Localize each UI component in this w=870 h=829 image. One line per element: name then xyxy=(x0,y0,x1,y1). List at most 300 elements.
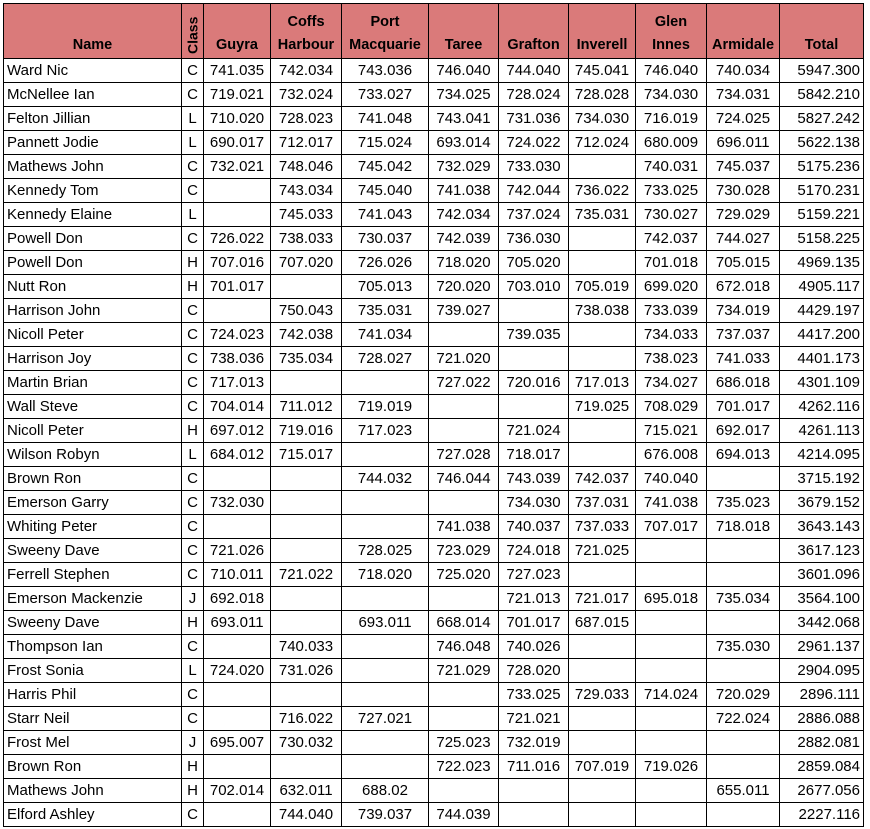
score-cell[interactable]: 705.013 xyxy=(342,275,429,299)
score-cell[interactable]: 705.015 xyxy=(707,251,780,275)
class-cell[interactable]: H xyxy=(182,755,204,779)
score-cell[interactable]: 693.011 xyxy=(204,611,271,635)
score-cell[interactable] xyxy=(499,395,569,419)
score-cell[interactable]: 730.028 xyxy=(707,179,780,203)
score-cell[interactable]: 702.014 xyxy=(204,779,271,803)
score-cell[interactable]: 680.009 xyxy=(636,131,707,155)
score-cell[interactable]: 745.042 xyxy=(342,155,429,179)
score-cell[interactable] xyxy=(271,755,342,779)
score-cell[interactable]: 741.034 xyxy=(342,323,429,347)
score-cell[interactable]: 743.039 xyxy=(499,467,569,491)
score-cell[interactable]: 719.016 xyxy=(271,419,342,443)
score-cell[interactable] xyxy=(204,299,271,323)
total-cell[interactable]: 4261.113 xyxy=(780,419,864,443)
column-header-name[interactable]: Name xyxy=(4,4,182,59)
score-cell[interactable]: 734.027 xyxy=(636,371,707,395)
score-cell[interactable] xyxy=(569,155,636,179)
score-cell[interactable] xyxy=(569,779,636,803)
score-cell[interactable]: 721.021 xyxy=(499,707,569,731)
name-cell[interactable]: Wall Steve xyxy=(4,395,182,419)
class-cell[interactable]: C xyxy=(182,563,204,587)
name-cell[interactable]: Martin Brian xyxy=(4,371,182,395)
score-cell[interactable] xyxy=(569,731,636,755)
score-cell[interactable]: 734.030 xyxy=(636,83,707,107)
score-cell[interactable]: 732.019 xyxy=(499,731,569,755)
score-cell[interactable]: 739.035 xyxy=(499,323,569,347)
score-cell[interactable]: 695.007 xyxy=(204,731,271,755)
score-cell[interactable]: 739.027 xyxy=(429,299,499,323)
score-cell[interactable]: 738.038 xyxy=(569,299,636,323)
name-cell[interactable]: Starr Neil xyxy=(4,707,182,731)
score-cell[interactable]: 727.022 xyxy=(429,371,499,395)
score-cell[interactable]: 715.024 xyxy=(342,131,429,155)
class-cell[interactable]: C xyxy=(182,59,204,83)
class-cell[interactable]: C xyxy=(182,227,204,251)
score-cell[interactable] xyxy=(636,803,707,827)
score-cell[interactable]: 719.026 xyxy=(636,755,707,779)
score-cell[interactable] xyxy=(636,707,707,731)
score-cell[interactable]: 707.016 xyxy=(204,251,271,275)
score-cell[interactable]: 740.031 xyxy=(636,155,707,179)
score-cell[interactable]: 727.021 xyxy=(342,707,429,731)
name-cell[interactable]: Whiting Peter xyxy=(4,515,182,539)
score-cell[interactable]: 718.018 xyxy=(707,515,780,539)
name-cell[interactable]: Powell Don xyxy=(4,251,182,275)
score-cell[interactable]: 742.039 xyxy=(429,227,499,251)
class-cell[interactable]: C xyxy=(182,323,204,347)
score-cell[interactable] xyxy=(569,323,636,347)
total-cell[interactable]: 3679.152 xyxy=(780,491,864,515)
score-cell[interactable] xyxy=(271,515,342,539)
class-cell[interactable]: H xyxy=(182,611,204,635)
score-cell[interactable]: 742.034 xyxy=(429,203,499,227)
class-cell[interactable]: C xyxy=(182,707,204,731)
score-cell[interactable]: 722.024 xyxy=(707,707,780,731)
name-cell[interactable]: Sweeny Dave xyxy=(4,539,182,563)
score-cell[interactable]: 672.018 xyxy=(707,275,780,299)
score-cell[interactable]: 714.024 xyxy=(636,683,707,707)
name-cell[interactable]: Ferrell Stephen xyxy=(4,563,182,587)
score-cell[interactable]: 735.031 xyxy=(342,299,429,323)
score-cell[interactable]: 701.017 xyxy=(707,395,780,419)
score-cell[interactable] xyxy=(636,635,707,659)
class-cell[interactable]: L xyxy=(182,203,204,227)
score-cell[interactable] xyxy=(429,323,499,347)
score-cell[interactable]: 704.014 xyxy=(204,395,271,419)
score-cell[interactable]: 734.030 xyxy=(569,107,636,131)
score-cell[interactable]: 720.029 xyxy=(707,683,780,707)
score-cell[interactable] xyxy=(707,803,780,827)
score-cell[interactable] xyxy=(342,491,429,515)
total-cell[interactable]: 4417.200 xyxy=(780,323,864,347)
score-cell[interactable] xyxy=(204,179,271,203)
name-cell[interactable]: Frost Mel xyxy=(4,731,182,755)
score-cell[interactable] xyxy=(204,683,271,707)
score-cell[interactable] xyxy=(342,515,429,539)
score-cell[interactable]: 716.019 xyxy=(636,107,707,131)
score-cell[interactable]: 744.040 xyxy=(271,803,342,827)
score-cell[interactable] xyxy=(707,563,780,587)
name-cell[interactable]: Nicoll Peter xyxy=(4,323,182,347)
total-cell[interactable]: 5827.242 xyxy=(780,107,864,131)
score-cell[interactable]: 741.038 xyxy=(429,515,499,539)
score-cell[interactable]: 719.025 xyxy=(569,395,636,419)
name-cell[interactable]: Kennedy Tom xyxy=(4,179,182,203)
score-cell[interactable]: 718.017 xyxy=(499,443,569,467)
score-cell[interactable]: 668.014 xyxy=(429,611,499,635)
score-cell[interactable]: 730.027 xyxy=(636,203,707,227)
total-cell[interactable]: 5159.221 xyxy=(780,203,864,227)
score-cell[interactable]: 717.013 xyxy=(204,371,271,395)
score-cell[interactable]: 735.030 xyxy=(707,635,780,659)
total-cell[interactable]: 2886.088 xyxy=(780,707,864,731)
score-cell[interactable] xyxy=(429,683,499,707)
score-cell[interactable]: 712.024 xyxy=(569,131,636,155)
score-cell[interactable]: 684.012 xyxy=(204,443,271,467)
name-cell[interactable]: Mathews John xyxy=(4,155,182,179)
score-cell[interactable] xyxy=(271,539,342,563)
score-cell[interactable]: 740.026 xyxy=(499,635,569,659)
score-cell[interactable]: 718.020 xyxy=(342,563,429,587)
total-cell[interactable]: 5622.138 xyxy=(780,131,864,155)
score-cell[interactable] xyxy=(707,539,780,563)
column-header-class[interactable] xyxy=(182,4,204,59)
class-cell[interactable]: L xyxy=(182,443,204,467)
score-cell[interactable] xyxy=(707,731,780,755)
class-cell[interactable]: L xyxy=(182,659,204,683)
name-cell[interactable]: Frost Sonia xyxy=(4,659,182,683)
score-cell[interactable]: 712.017 xyxy=(271,131,342,155)
score-cell[interactable] xyxy=(429,587,499,611)
score-cell[interactable]: 728.020 xyxy=(499,659,569,683)
column-header-venue[interactable] xyxy=(271,4,342,59)
name-cell[interactable]: McNellee Ian xyxy=(4,83,182,107)
score-cell[interactable] xyxy=(569,803,636,827)
score-cell[interactable]: 693.014 xyxy=(429,131,499,155)
score-cell[interactable]: 719.021 xyxy=(204,83,271,107)
score-cell[interactable]: 721.013 xyxy=(499,587,569,611)
score-cell[interactable]: 715.021 xyxy=(636,419,707,443)
score-cell[interactable] xyxy=(429,707,499,731)
total-cell[interactable]: 4969.135 xyxy=(780,251,864,275)
total-cell[interactable]: 3617.123 xyxy=(780,539,864,563)
score-cell[interactable] xyxy=(569,659,636,683)
score-cell[interactable]: 742.034 xyxy=(271,59,342,83)
score-cell[interactable]: 707.017 xyxy=(636,515,707,539)
class-cell[interactable]: H xyxy=(182,275,204,299)
score-cell[interactable]: 741.033 xyxy=(707,347,780,371)
score-cell[interactable]: 737.031 xyxy=(569,491,636,515)
name-cell[interactable]: Emerson Mackenzie xyxy=(4,587,182,611)
score-cell[interactable]: 745.037 xyxy=(707,155,780,179)
score-cell[interactable] xyxy=(342,659,429,683)
score-cell[interactable]: 742.038 xyxy=(271,323,342,347)
score-cell[interactable]: 744.039 xyxy=(429,803,499,827)
score-cell[interactable] xyxy=(342,587,429,611)
name-cell[interactable]: Felton Jillian xyxy=(4,107,182,131)
score-cell[interactable] xyxy=(707,467,780,491)
total-cell[interactable]: 4301.109 xyxy=(780,371,864,395)
score-cell[interactable]: 728.027 xyxy=(342,347,429,371)
score-cell[interactable]: 728.023 xyxy=(271,107,342,131)
score-cell[interactable] xyxy=(569,635,636,659)
score-cell[interactable]: 721.017 xyxy=(569,587,636,611)
score-cell[interactable]: 717.013 xyxy=(569,371,636,395)
score-cell[interactable]: 745.033 xyxy=(271,203,342,227)
column-header-venue[interactable] xyxy=(342,4,429,59)
score-cell[interactable]: 716.022 xyxy=(271,707,342,731)
score-cell[interactable]: 732.029 xyxy=(429,155,499,179)
score-cell[interactable]: 745.041 xyxy=(569,59,636,83)
total-cell[interactable]: 5947.300 xyxy=(780,59,864,83)
name-cell[interactable]: Ward Nic xyxy=(4,59,182,83)
score-cell[interactable]: 733.027 xyxy=(342,83,429,107)
score-cell[interactable]: 735.034 xyxy=(271,347,342,371)
score-cell[interactable]: 733.025 xyxy=(499,683,569,707)
name-cell[interactable]: Brown Ron xyxy=(4,467,182,491)
score-cell[interactable]: 737.024 xyxy=(499,203,569,227)
score-cell[interactable] xyxy=(204,707,271,731)
score-cell[interactable]: 726.026 xyxy=(342,251,429,275)
score-cell[interactable]: 734.031 xyxy=(707,83,780,107)
score-cell[interactable] xyxy=(342,371,429,395)
total-cell[interactable]: 2859.084 xyxy=(780,755,864,779)
score-cell[interactable]: 741.048 xyxy=(342,107,429,131)
score-cell[interactable]: 741.043 xyxy=(342,203,429,227)
score-cell[interactable]: 724.023 xyxy=(204,323,271,347)
class-cell[interactable]: C xyxy=(182,347,204,371)
score-cell[interactable]: 733.030 xyxy=(499,155,569,179)
score-cell[interactable]: 721.022 xyxy=(271,563,342,587)
name-cell[interactable]: Elford Ashley xyxy=(4,803,182,827)
class-cell[interactable]: C xyxy=(182,683,204,707)
score-cell[interactable]: 742.044 xyxy=(499,179,569,203)
score-cell[interactable] xyxy=(569,707,636,731)
score-cell[interactable]: 632.011 xyxy=(271,779,342,803)
score-cell[interactable]: 724.018 xyxy=(499,539,569,563)
score-cell[interactable]: 743.036 xyxy=(342,59,429,83)
score-cell[interactable]: 733.025 xyxy=(636,179,707,203)
total-cell[interactable]: 5842.210 xyxy=(780,83,864,107)
score-cell[interactable]: 737.037 xyxy=(707,323,780,347)
score-cell[interactable]: 728.024 xyxy=(499,83,569,107)
class-cell[interactable]: C xyxy=(182,371,204,395)
class-cell[interactable]: L xyxy=(182,107,204,131)
score-cell[interactable]: 703.010 xyxy=(499,275,569,299)
score-cell[interactable] xyxy=(204,635,271,659)
score-cell[interactable]: 718.020 xyxy=(429,251,499,275)
score-cell[interactable]: 725.023 xyxy=(429,731,499,755)
score-cell[interactable]: 729.029 xyxy=(707,203,780,227)
score-cell[interactable]: 729.033 xyxy=(569,683,636,707)
score-cell[interactable] xyxy=(342,683,429,707)
score-cell[interactable]: 727.028 xyxy=(429,443,499,467)
score-cell[interactable]: 699.020 xyxy=(636,275,707,299)
total-cell[interactable]: 2896.111 xyxy=(780,683,864,707)
score-cell[interactable] xyxy=(271,275,342,299)
score-cell[interactable]: 741.038 xyxy=(429,179,499,203)
score-cell[interactable]: 726.022 xyxy=(204,227,271,251)
name-cell[interactable]: Nutt Ron xyxy=(4,275,182,299)
column-header-venue[interactable] xyxy=(569,4,636,59)
total-cell[interactable]: 2904.095 xyxy=(780,659,864,683)
score-cell[interactable] xyxy=(499,803,569,827)
class-cell[interactable]: C xyxy=(182,635,204,659)
score-cell[interactable]: 738.023 xyxy=(636,347,707,371)
score-cell[interactable] xyxy=(569,563,636,587)
score-cell[interactable] xyxy=(429,491,499,515)
column-header-venue[interactable] xyxy=(707,4,780,59)
total-cell[interactable]: 5170.231 xyxy=(780,179,864,203)
score-cell[interactable]: 746.040 xyxy=(429,59,499,83)
score-cell[interactable]: 719.019 xyxy=(342,395,429,419)
score-cell[interactable]: 724.022 xyxy=(499,131,569,155)
score-cell[interactable]: 750.043 xyxy=(271,299,342,323)
score-cell[interactable] xyxy=(342,635,429,659)
score-cell[interactable]: 690.017 xyxy=(204,131,271,155)
score-cell[interactable]: 721.020 xyxy=(429,347,499,371)
score-cell[interactable]: 731.026 xyxy=(271,659,342,683)
score-cell[interactable] xyxy=(499,299,569,323)
score-cell[interactable] xyxy=(429,779,499,803)
total-cell[interactable]: 4401.173 xyxy=(780,347,864,371)
score-cell[interactable]: 723.029 xyxy=(429,539,499,563)
score-cell[interactable]: 732.024 xyxy=(271,83,342,107)
score-cell[interactable]: 744.027 xyxy=(707,227,780,251)
score-cell[interactable] xyxy=(707,755,780,779)
class-cell[interactable]: C xyxy=(182,491,204,515)
score-cell[interactable] xyxy=(429,395,499,419)
score-cell[interactable] xyxy=(204,203,271,227)
score-cell[interactable]: 738.033 xyxy=(271,227,342,251)
name-cell[interactable]: Nicoll Peter xyxy=(4,419,182,443)
score-cell[interactable]: 695.018 xyxy=(636,587,707,611)
score-cell[interactable]: 741.038 xyxy=(636,491,707,515)
class-cell[interactable]: H xyxy=(182,779,204,803)
score-cell[interactable]: 735.023 xyxy=(707,491,780,515)
score-cell[interactable]: 728.028 xyxy=(569,83,636,107)
score-cell[interactable]: 743.041 xyxy=(429,107,499,131)
column-header-venue[interactable] xyxy=(499,4,569,59)
score-cell[interactable]: 746.044 xyxy=(429,467,499,491)
score-cell[interactable] xyxy=(271,683,342,707)
score-cell[interactable]: 711.012 xyxy=(271,395,342,419)
column-header-total[interactable]: Total xyxy=(780,4,864,59)
score-cell[interactable]: 740.040 xyxy=(636,467,707,491)
score-cell[interactable]: 692.017 xyxy=(707,419,780,443)
score-cell[interactable]: 743.034 xyxy=(271,179,342,203)
class-cell[interactable]: C xyxy=(182,299,204,323)
score-cell[interactable]: 724.025 xyxy=(707,107,780,131)
total-cell[interactable]: 2227.116 xyxy=(780,803,864,827)
class-cell[interactable]: H xyxy=(182,419,204,443)
name-cell[interactable]: Sweeny Dave xyxy=(4,611,182,635)
score-cell[interactable]: 741.035 xyxy=(204,59,271,83)
score-cell[interactable]: 746.040 xyxy=(636,59,707,83)
score-cell[interactable]: 730.037 xyxy=(342,227,429,251)
score-cell[interactable]: 732.030 xyxy=(204,491,271,515)
score-cell[interactable]: 734.025 xyxy=(429,83,499,107)
column-header-venue[interactable] xyxy=(636,4,707,59)
score-cell[interactable]: 746.048 xyxy=(429,635,499,659)
score-cell[interactable] xyxy=(271,491,342,515)
class-cell[interactable]: J xyxy=(182,731,204,755)
score-cell[interactable]: 676.008 xyxy=(636,443,707,467)
score-cell[interactable] xyxy=(271,467,342,491)
total-cell[interactable]: 4262.116 xyxy=(780,395,864,419)
score-cell[interactable]: 693.011 xyxy=(342,611,429,635)
score-cell[interactable] xyxy=(499,347,569,371)
score-cell[interactable] xyxy=(636,659,707,683)
name-cell[interactable]: Harris Phil xyxy=(4,683,182,707)
score-cell[interactable]: 739.037 xyxy=(342,803,429,827)
score-cell[interactable]: 744.032 xyxy=(342,467,429,491)
score-cell[interactable]: 721.025 xyxy=(569,539,636,563)
score-cell[interactable]: 701.018 xyxy=(636,251,707,275)
score-cell[interactable]: 707.019 xyxy=(569,755,636,779)
column-header-venue[interactable] xyxy=(204,4,271,59)
score-cell[interactable]: 717.023 xyxy=(342,419,429,443)
total-cell[interactable]: 3564.100 xyxy=(780,587,864,611)
class-cell[interactable]: C xyxy=(182,515,204,539)
score-cell[interactable]: 701.017 xyxy=(499,611,569,635)
score-cell[interactable] xyxy=(271,611,342,635)
score-cell[interactable]: 720.020 xyxy=(429,275,499,299)
score-cell[interactable] xyxy=(569,251,636,275)
class-cell[interactable]: L xyxy=(182,131,204,155)
score-cell[interactable] xyxy=(707,611,780,635)
name-cell[interactable]: Emerson Garry xyxy=(4,491,182,515)
total-cell[interactable]: 4429.197 xyxy=(780,299,864,323)
score-cell[interactable]: 730.032 xyxy=(271,731,342,755)
name-cell[interactable]: Harrison Joy xyxy=(4,347,182,371)
score-cell[interactable]: 696.011 xyxy=(707,131,780,155)
score-cell[interactable]: 710.011 xyxy=(204,563,271,587)
score-cell[interactable]: 708.029 xyxy=(636,395,707,419)
score-cell[interactable]: 697.012 xyxy=(204,419,271,443)
score-cell[interactable]: 732.021 xyxy=(204,155,271,179)
class-cell[interactable]: C xyxy=(182,179,204,203)
score-cell[interactable]: 745.040 xyxy=(342,179,429,203)
score-cell[interactable]: 740.034 xyxy=(707,59,780,83)
class-cell[interactable]: C xyxy=(182,83,204,107)
score-cell[interactable]: 715.017 xyxy=(271,443,342,467)
score-cell[interactable]: 705.020 xyxy=(499,251,569,275)
score-cell[interactable]: 740.037 xyxy=(499,515,569,539)
total-cell[interactable]: 3715.192 xyxy=(780,467,864,491)
score-cell[interactable] xyxy=(636,731,707,755)
score-cell[interactable]: 725.020 xyxy=(429,563,499,587)
score-cell[interactable]: 734.030 xyxy=(499,491,569,515)
name-cell[interactable]: Pannett Jodie xyxy=(4,131,182,155)
score-cell[interactable]: 721.026 xyxy=(204,539,271,563)
class-cell[interactable]: C xyxy=(182,803,204,827)
score-cell[interactable]: 735.034 xyxy=(707,587,780,611)
score-cell[interactable] xyxy=(204,755,271,779)
score-cell[interactable]: 740.033 xyxy=(271,635,342,659)
class-cell[interactable]: C xyxy=(182,467,204,491)
score-cell[interactable]: 735.031 xyxy=(569,203,636,227)
score-cell[interactable]: 734.019 xyxy=(707,299,780,323)
column-header-venue[interactable] xyxy=(429,4,499,59)
score-cell[interactable] xyxy=(707,659,780,683)
score-cell[interactable]: 721.024 xyxy=(499,419,569,443)
score-cell[interactable] xyxy=(204,803,271,827)
score-cell[interactable]: 724.020 xyxy=(204,659,271,683)
score-cell[interactable]: 722.023 xyxy=(429,755,499,779)
score-cell[interactable]: 744.040 xyxy=(499,59,569,83)
score-cell[interactable]: 692.018 xyxy=(204,587,271,611)
